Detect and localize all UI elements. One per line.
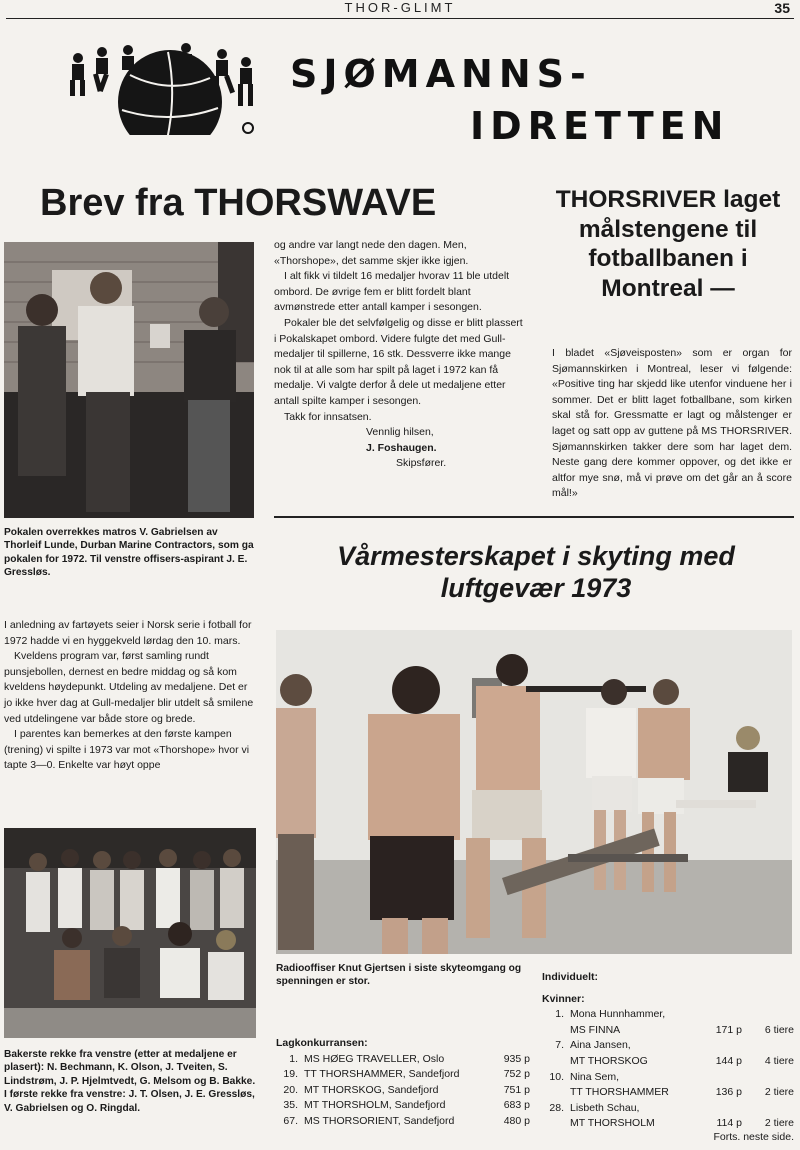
team-name: MS HØEG TRAVELLER, Oslo xyxy=(304,1052,445,1065)
article3-photo-caption: Radiooffiser Knut Gjertsen i siste skyteomgang og spenningen er stor. xyxy=(276,963,522,988)
article2-title-line: Montreal — xyxy=(601,274,735,302)
table-row xyxy=(276,1114,530,1130)
individual-ship: MT THORSKOG xyxy=(570,1054,648,1067)
continued-note: Forts. neste side. xyxy=(713,1131,794,1143)
article1-column2 xyxy=(274,238,526,472)
article1-col2-paragraph: og andre var langt nede den dagen. Men, «Thorshope», det samme skjer ikke igjen. xyxy=(274,239,469,267)
team-points: 683 p xyxy=(503,1099,530,1112)
signoff-role: Skipsfører. xyxy=(396,457,447,470)
table-row xyxy=(276,1052,530,1068)
list-item xyxy=(542,1085,794,1101)
individual-tiere: 2 tiere xyxy=(764,1086,794,1099)
article2-body: I bladet «Sjøveisposten» som er organ for Sjømannskirken i Montreal, leser vi følgende: «Positive ting har skjedd like utenfor vinduene her i sommer. Det er blitt laget fotballbane, som kirken skal stå for. Gressmatte er lagt og målstenger er laget og satt opp av guttene på MS THORSRIVER. Sjømannskirken takker dere som har laget dem. Neste gang dere kommer oppover, og det ikke er altfor mye snø, må vi prøve om det går an å score mål!» xyxy=(552,347,792,500)
list-item xyxy=(542,1023,794,1039)
football-players-illustration xyxy=(60,40,260,135)
team-name: MS THORSORIENT, Sandefjord xyxy=(304,1114,455,1127)
article1-col2-paragraph: I alt fikk vi tildelt 16 medaljer hvorav 11 ble utdelt ombord. De øvrige fem er blitt fordelt blant avmønstrede etter antall kamper i sesongen. xyxy=(274,270,510,314)
individual-rank: 7. xyxy=(555,1039,564,1052)
article1-col2-paragraph: Pokaler ble det selvfølgelig og disse er blitt plassert i Pokalskapet ombord. Videre fulgte det med Gull-medaljer til spillerne, 16 stk. Dessverre ikke mange nok til at alle som har spilt på laget i 1972 kan få medalje. Vi valgte derfor å dele ut medaljene etter antall spilte kamper i sesongen. xyxy=(274,316,523,407)
article1-col1-paragraph: I parentes kan bemerkes at den første kampen (trening) vi spilte i 1973 var mot «Thorshope» hvor vi tapte 3—0. Enkelte var høyt oppe xyxy=(4,728,250,772)
signoff-name: J. Foshaugen. xyxy=(366,441,437,454)
list-item xyxy=(542,1054,794,1070)
masthead-line2: IDRETTEN xyxy=(470,104,730,148)
individual-ship: MS FINNA xyxy=(570,1023,621,1036)
article1-title: Brev fra THORSWAVE xyxy=(40,182,437,224)
individual-points: 171 p xyxy=(715,1023,742,1036)
article2-title-line: målstengene til xyxy=(578,215,758,243)
individual-ship: TT THORSHAMMER xyxy=(570,1086,669,1099)
team-results xyxy=(276,1036,530,1130)
individual-tiere: 4 tiere xyxy=(764,1054,794,1067)
team-rank: 67. xyxy=(283,1114,298,1127)
individual-results xyxy=(542,970,794,1132)
individual-tiere: 6 tiere xyxy=(764,1023,794,1036)
list-item xyxy=(542,1038,794,1054)
team-rank: 35. xyxy=(283,1099,298,1112)
page-number: 35 xyxy=(774,0,790,16)
team-photo xyxy=(4,828,256,1038)
article1-col2-paragraph: Takk for innsatsen. xyxy=(284,410,372,423)
table-row xyxy=(276,1098,530,1114)
individual-rank: 28. xyxy=(549,1101,564,1114)
air-rifle-shooting-photo xyxy=(276,630,792,954)
article1-col1-paragraph: Kveldens program var, først samling rundt punsjebollen, dernest en bedre middag og så kom kveldens høydepunkt. Utdeling av medaljene. Det er jo ikke hver dag at Gull-medaljer blir utdelt så smilene ved utdelingene var både store og brede. xyxy=(4,650,254,725)
individual-points: 136 p xyxy=(715,1086,742,1099)
team-results-heading: Lagkonkurransen: xyxy=(276,1037,368,1049)
article3-title-line: Vårmesterskapet i skyting med xyxy=(337,541,735,571)
list-item xyxy=(542,1101,794,1117)
team-rank: 1. xyxy=(289,1052,298,1065)
team-rank: 20. xyxy=(283,1083,298,1096)
table-row xyxy=(276,1083,530,1099)
individual-name: Nina Sem, xyxy=(570,1070,620,1083)
list-item xyxy=(542,1007,794,1023)
individual-name: Mona Hunnhammer, xyxy=(570,1008,666,1021)
individual-tiere: 2 tiere xyxy=(764,1117,794,1130)
individual-rank: 1. xyxy=(555,1008,564,1021)
individual-points: 114 p xyxy=(716,1117,742,1130)
page-header-title: THOR-GLIMT xyxy=(344,0,456,15)
article1-photo-caption: Pokalen overrekkes matros V. Gabrielsen av Thorleif Lunde, Durban Marine Contractors, som ga pokalen for 1972. Til venstre offisers-aspirant J. E. Gressløs. xyxy=(4,527,254,579)
section-divider xyxy=(274,516,794,518)
article2-title-line: fotballbanen i xyxy=(588,245,748,272)
table-row xyxy=(276,1067,530,1083)
individual-rank: 10. xyxy=(549,1070,564,1083)
signoff-greeting: Vennlig hilsen, xyxy=(366,426,434,439)
article2-title xyxy=(540,185,796,303)
header-rule xyxy=(6,18,794,19)
article2-title-line: THORSRIVER laget xyxy=(555,186,781,213)
team-rank: 19. xyxy=(283,1068,298,1081)
article3-title xyxy=(276,540,796,604)
team-name: MT THORSKOG, Sandefjord xyxy=(304,1083,439,1096)
team-name: MT THORSHOLM, Sandefjord xyxy=(304,1099,446,1112)
individual-name: Lisbeth Schau, xyxy=(570,1101,640,1114)
team-points: 935 p xyxy=(503,1052,530,1065)
list-item xyxy=(542,1070,794,1086)
list-item xyxy=(542,1116,794,1132)
team-points: 752 p xyxy=(503,1068,530,1081)
women-heading: Kvinner: xyxy=(542,992,585,1005)
article1-column1 xyxy=(4,618,256,774)
individual-ship: MT THORSHOLM xyxy=(570,1117,655,1130)
team-points: 751 p xyxy=(503,1083,530,1096)
article1-col1-paragraph: I anledning av fartøyets seier i Norsk serie i fotball for 1972 hadde vi en hyggekveld lørdag den 10. mars. xyxy=(4,619,252,647)
individual-name: Aina Jansen, xyxy=(570,1039,631,1052)
individual-points: 144 p xyxy=(715,1054,742,1067)
masthead-line1: SJØMANNS- xyxy=(290,52,592,96)
team-name: TT THORSHAMMER, Sandefjord xyxy=(304,1068,460,1081)
signoff xyxy=(274,425,526,472)
team-points: 480 p xyxy=(503,1114,530,1127)
article3-title-line: luftgevær 1973 xyxy=(440,573,632,603)
individual-heading: Individuelt: xyxy=(542,971,598,983)
trophy-ceremony-photo xyxy=(4,242,254,518)
team-photo-caption: Bakerste rekke fra venstre (etter at medaljene er plasert): N. Bechmann, K. Olson, J. Tveiten, S. Lindstrøm, J. P. Hjelmtvedt, G. Melsom og B. Bakke. I første rekke fra venstre: J. T. Olsen, J. E. Gressløs, V. Gabrielsen og O. Ringdal. xyxy=(4,1049,256,1114)
